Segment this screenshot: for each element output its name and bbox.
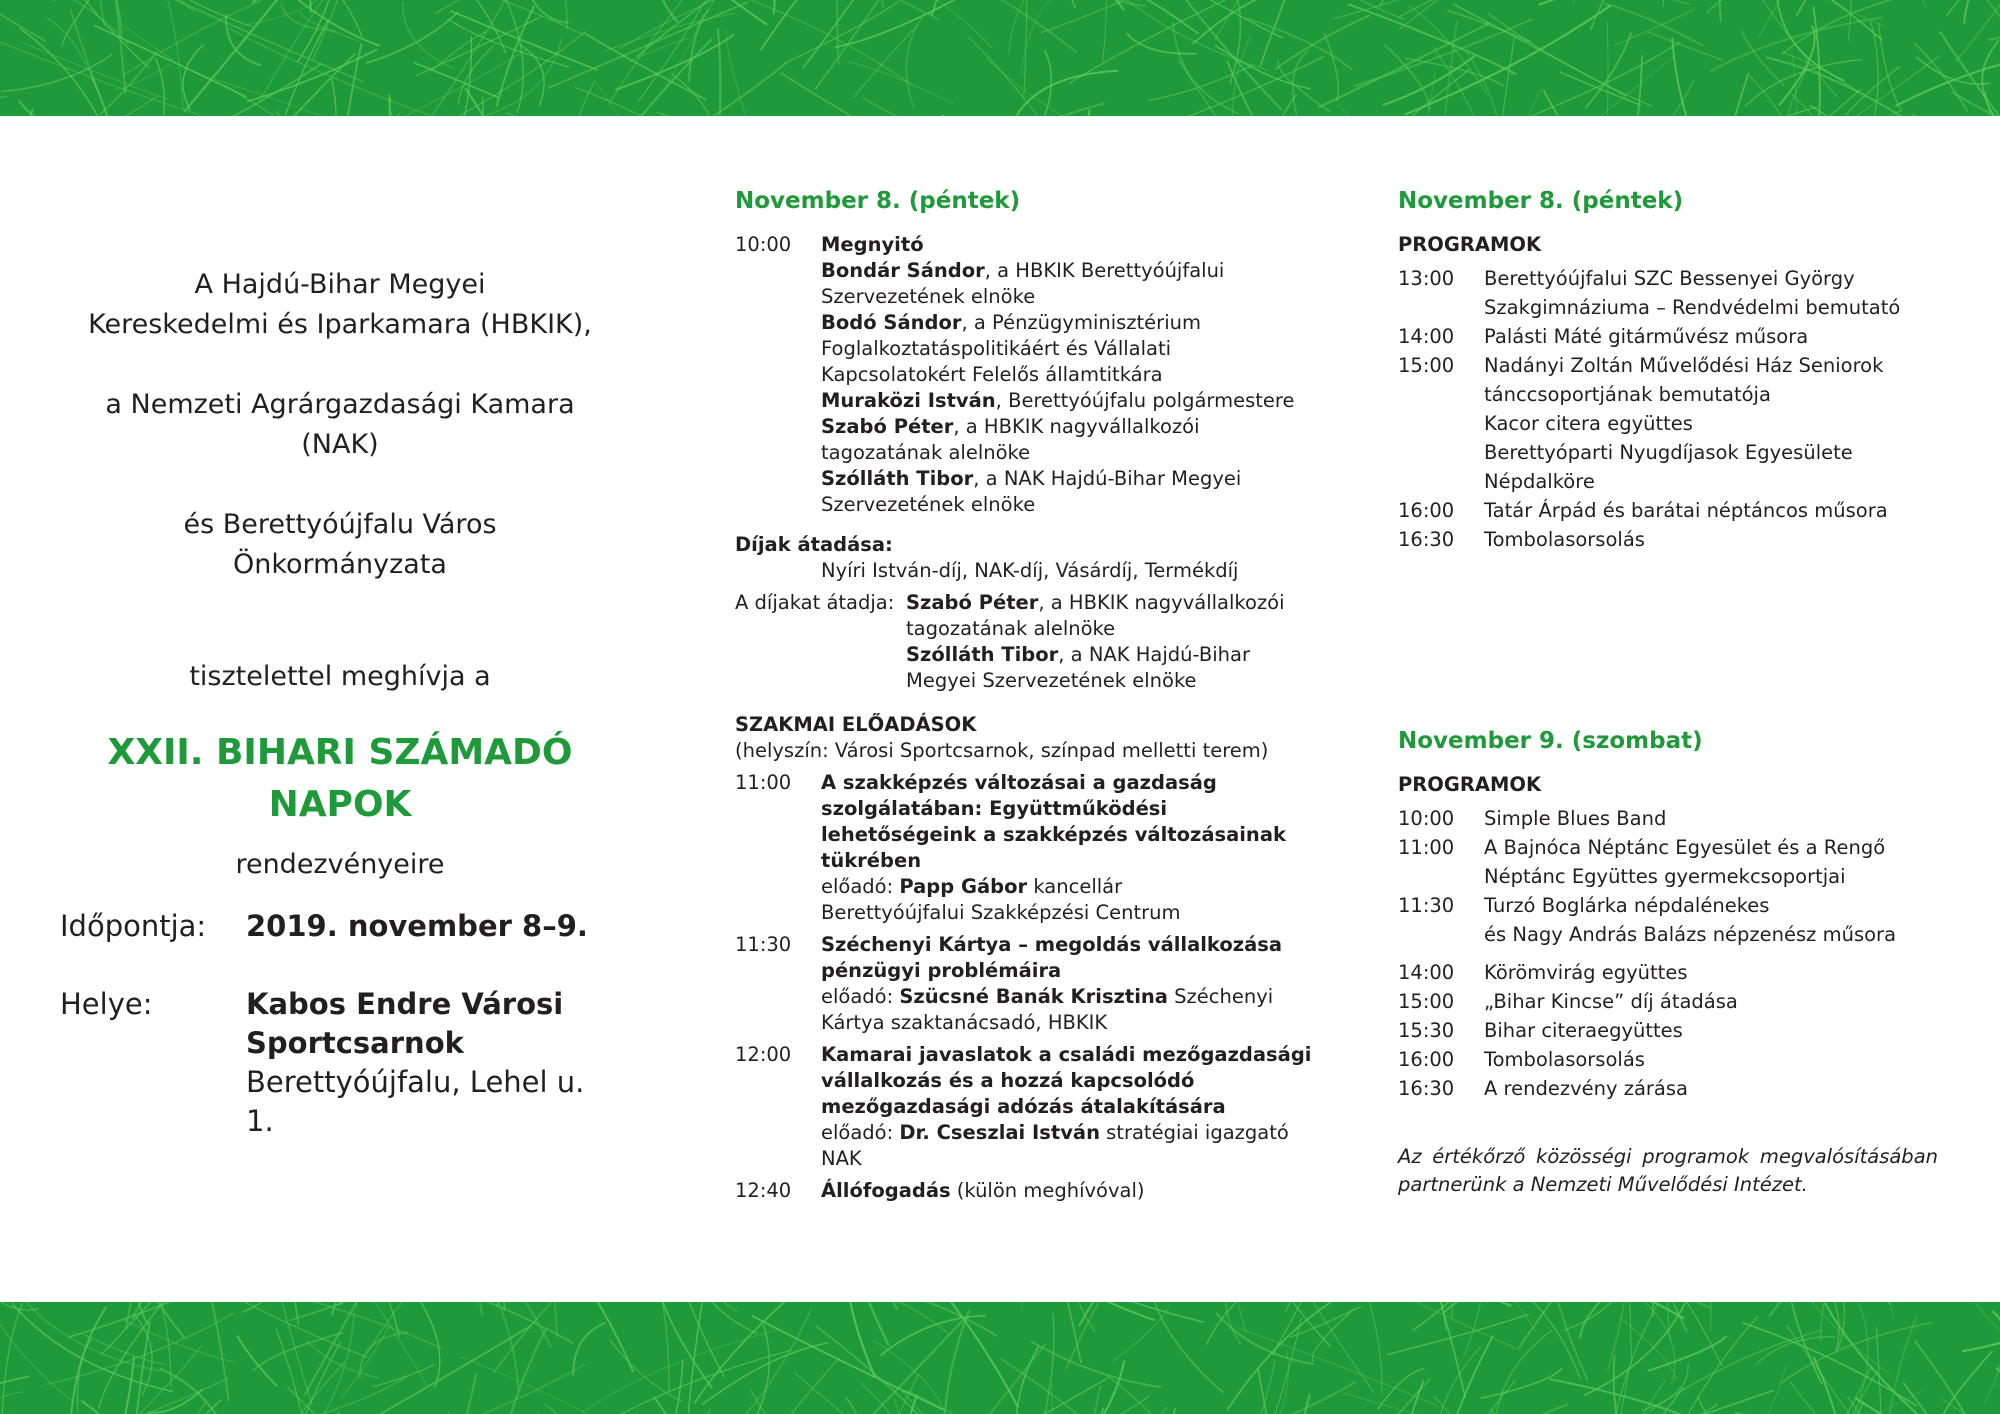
grass-blade [242,1302,297,1312]
grass-blade [1584,1302,1686,1395]
grass-blade [1629,1302,1631,1363]
grass-blade [618,1302,738,1312]
grass-blade [987,58,1141,116]
talk-presenter: előadó: Szücsné Banák Krisztina Széchenyi [821,985,1274,1008]
grass-blade [90,1356,134,1414]
grass-blade [819,1374,918,1414]
grass-blade [501,1328,546,1414]
grass-blade [1532,1302,1588,1380]
grass-blade [1742,1323,1916,1406]
grass-blade [1657,1316,1759,1414]
grass-blade [189,1302,228,1401]
grass-blade [102,1302,229,1354]
day2-section [1398,728,1938,1199]
grass-blade [1608,1302,1625,1371]
grass-blade [1604,4,1703,46]
event-title: XXII. BIHARI SZÁMADÓ NAPOK [107,732,573,825]
grass-blade [0,1384,107,1414]
day2-heading: November 9. (szombat) [1398,728,1703,754]
grass-blade [1436,1346,1481,1414]
grass-blade [654,1397,690,1414]
grass-blade [122,0,263,76]
grass-blade [1324,33,1338,102]
grass-blade [225,86,368,116]
grass-blade [1602,1302,1687,1332]
grass-blade [573,80,596,116]
grass-blade [1573,0,1651,4]
program-item: 16:30 Tombolasorsolás [1398,528,1645,551]
grass-blade [1848,1302,1868,1414]
grass-blade [1293,51,1308,116]
program-item: 16:00 Tombolasorsolás [1398,1048,1645,1071]
opening-speakers: Bondár Sándor, a HBKIK Berettyóújfalui Szervezetének elnöke Bodó Sándor, a Pénzügyminisztérium Foglalkoztatáspolitikáért és Vállalati Kapcsolatokért Felelős államtitkára Muraközi István, Berettyóújfalu polgármestere Szabó Péter, a HBKIK nagyvállalkozói tagozatának alelnöke Szólláth Tibor, a NAK Hajdú-Bihar Megyei Szervezetének elnöke [821,258,1335,518]
bottom-decorative-band [0,1302,2000,1414]
awards-section: Díjak átadása: Nyíri István-díj, NAK-díj, Vásárdíj, Termékdíj A díjakat átadja: Szabó Péter, a HBKIK nagyvállalkozói tagozatának alelnöke Szólláth Tibor, a NAK Hajdú-Bihar Megyei Szervezetének elnöke [735,532,1335,694]
grass-blade [1009,0,1069,54]
day1-programs-list [1398,264,1938,554]
grass-blade [0,1302,71,1400]
grass-blade [1003,1302,1203,1322]
grass-blade [429,1373,476,1414]
grass-blade [760,1358,839,1414]
place-row [60,985,620,1141]
grass-blade [1941,1398,2000,1414]
grass-blade [1015,71,1118,116]
grass-blade [261,20,328,116]
talk-presenter: előadó: Dr. Cseszlai István stratégiai igazgató [821,1121,1289,1144]
grass-blade [847,62,954,104]
grass-blade [325,1326,531,1414]
program-item: 15:00 Nadányi Zoltán Művelődési Ház Seniorok tánccsoportjának bemutatója Kacor citera együttes Berettyóparti Nyugdíjasok Egyesülete Népdalköre [1398,354,1884,493]
grass-blade [872,1302,998,1336]
program-item: 15:30 Bihar citeraegyüttes [1398,1019,1683,1042]
grass-blade [837,0,839,64]
reception-row: 12:40 Állófogadás (külön meghívóval) [735,1179,1145,1202]
grass-blade [165,0,184,109]
grass-blade [412,1302,440,1387]
grass-blade [1668,1302,1688,1341]
grass-blade [72,1378,229,1414]
grass-blade [863,98,984,116]
talk-row: 12:00 Kamarai javaslatok a családi mezőgazdasági vállalkozás és a hozzá kapcsolódó mezőgazdasági adózás átalakítására előadó: Dr. Cseszlai István stratégiai igazgató NAK [735,1042,1335,1172]
grass-blade [1795,89,1861,116]
invites-text: tisztelettel meghívja a [189,661,491,692]
grass-blade [0,1382,99,1414]
talk-row: 11:30 Széchenyi Kártya – megoldás vállalkozása pénzügyi problémáira előadó: Szücsné Banák Krisztina Széchenyi Kártya szaktanácsadó, HBKIK [735,932,1335,1036]
grass-blade [1021,1302,1072,1312]
grass-blade [1489,1302,1536,1333]
grass-blade [1312,1308,1355,1361]
grass-blade [609,1339,682,1401]
grass-blade [1756,1337,1836,1365]
talks-list [735,770,1335,1172]
grass-blade [1215,0,1311,40]
grass-blade [544,1404,608,1414]
grass-blade [143,58,164,116]
org-hbkik: A Hajdú-Bihar Megyei Kereskedelmi és Iparkamara (HBKIK), [88,269,592,340]
grass-blade [300,11,359,41]
grass-blade [1405,5,1611,114]
program-item: 14:00 Körömvirág együttes [1398,961,1688,984]
grass-blade [1413,1302,1545,1331]
grass-blade [671,74,718,116]
grass-blade [1884,1317,1917,1414]
programs-column [1398,188,1938,1196]
grass-blade [992,1302,1155,1320]
grass-blade [1383,56,1475,105]
grass-blade [1070,1361,1125,1414]
grass-blade [276,111,309,116]
grass-blade [695,1302,830,1403]
grass-blade [1697,1397,1839,1414]
grass-blade [75,1403,205,1414]
grass-blade [244,0,320,25]
grass-blade [1333,0,1476,19]
grass-blade [451,11,598,70]
grass-blade [1897,0,1926,7]
speaker: Szólláth Tibor, a NAK Hajdú-Bihar Megyei [821,467,1242,490]
grass-blade [253,1302,442,1349]
grass-blade [914,1344,1045,1414]
grass-blade [1700,107,1818,116]
grass-blade [1608,1304,1657,1414]
grass-blade [1563,1302,1640,1331]
grass-blade [1154,1302,1223,1393]
grass-blade [1612,1388,1684,1414]
invitation-column [60,265,620,1141]
grass-blade [890,0,1076,52]
program-item: 11:00 A Bajnóca Néptánc Egyesület és a Rengő Néptánc Együttes gyermekcsoportjai [1398,836,1886,888]
talks-section: SZAKMAI ELŐADÁSOK (helyszín: Városi Sportcsarnok, színpad melletti terem) 11:00 A szakképzés változásai a gazdaság szolgálatában: Együttműködési lehetőségeink a szakképzés változásainak tükrében előadó: Papp Gábor kancellár Berettyóújfalui Szakképzési Centrum 11:30 Széchenyi Kártya – megoldás vállalkozása pénzügyi problémáira előadó: Szücsné Banák Krisztina Széchenyi Kártya szaktanácsadó, HBKIK 12:00 Kamarai javaslatok a családi mezőgazdasági vállalkozás és a hozzá kapcsolódó mezőgazdasági adózás átalakítására előadó: Dr. Cseszlai István stratégiai igazgató NAK 12:40 Állófogadás (külön meghívóval) [735,712,1335,1204]
grass-blade [1351,1302,1520,1350]
grass-blade [1142,0,1282,110]
grass-blade [781,73,872,116]
grass-blade [1260,0,1337,66]
grass-blade [1550,1379,1728,1414]
grass-blade [1421,70,1436,116]
grass-blade [1275,15,1370,69]
grass-blade [1387,1314,1529,1354]
grass-blade [19,100,99,116]
grass-blade [1560,72,1641,106]
grass-blade [1605,21,1608,116]
grass-blade [988,0,1075,8]
grass-blade [432,0,507,116]
grass-blade [838,1320,964,1414]
grass-blade [1069,0,1257,84]
day1-programs-heading: November 8. (péntek) [1398,188,1684,214]
awards-presenters: A díjakat átadja: Szabó Péter, a HBKIK nagyvállalkozói tagozatának alelnöke Szólláth Tibor, a NAK Hajdú-Bihar Megyei Szervezetének elnöke [735,591,1285,692]
grass-blade [70,1307,106,1414]
day2-subheading: PROGRAMOK [1398,773,1542,796]
grass-pattern-top [0,0,2000,116]
grass-blade [499,1302,633,1372]
opening-row: 10:00 Megnyitó Bondár Sándor, a HBKIK Berettyóújfalui Szervezetének elnöke Bodó Sándor, a Pénzügyminisztérium Foglalkoztatáspolitikáért és Vállalati Kapcsolatokért Felelős államtitkára Muraközi István, Berettyóújfalu polgármestere Szabó Péter, a HBKIK nagyvállalkozói tagozatának alelnöke Szólláth Tibor, a NAK Hajdú-Bihar Megyei Szervezetének elnöke [735,232,1335,518]
grass-blade [341,1324,391,1399]
grass-blade [360,1332,408,1378]
talk-presenter: előadó: Papp Gábor kancellár [821,875,1123,898]
speaker: Bodó Sándor, a Pénzügyminisztérium [821,311,1201,334]
date-label: Időpontja: [60,909,207,943]
grass-blade [749,0,941,20]
grass-blade [824,1302,897,1310]
grass-blade [0,74,7,98]
grass-blade [1270,0,1405,19]
grass-blade [750,1390,858,1414]
grass-blade [585,33,706,99]
grass-blade [845,1302,875,1377]
grass-blade [1107,1375,1217,1414]
grass-blade [1766,57,1916,116]
grass-blade [752,1324,769,1414]
grass-blade [803,0,923,68]
grass-blade [1615,9,1695,45]
grass-blade [1913,114,2000,116]
grass-blade [1481,1368,1562,1398]
grass-blade [1232,35,1250,116]
grass-blade [1378,1369,1425,1410]
grass-blade [1247,18,1352,70]
grass-blade [264,1302,299,1325]
program-item: 13:00 Berettyóújfalui SZC Bessenyei György Szakgimnáziuma – Rendvédelmi bemutató [1398,267,1901,319]
grass-blade [1384,44,1429,110]
top-decorative-band [0,0,2000,116]
grass-blade [703,63,786,116]
day1-program-column [735,188,1335,1204]
grass-blade [906,14,924,108]
grass-blade [1781,1323,1933,1384]
grass-blade [1226,1302,1241,1344]
grass-blade [1645,0,1663,7]
speaker: Bondár Sándor, a HBKIK Berettyóújfalui [821,259,1225,282]
grass-blade [752,1316,944,1410]
program-item: 16:30 A rendezvény zárása [1398,1077,1688,1100]
grass-blade [84,1334,166,1364]
grass-blade [153,1302,367,1357]
grass-blade [0,0,46,41]
grass-blade [213,54,355,116]
grass-blade [1127,33,1197,53]
grass-blade [1492,36,1514,116]
grass-blade [1518,42,1681,116]
org-nak: a Nemzeti Agrárgazdasági Kamara (NAK) [105,389,575,460]
talk-row: 11:00 A szakképzés változásai a gazdaság szolgálatában: Együttműködési lehetőségeink a szakképzés változásainak tükrében előadó: Papp Gábor kancellár Berettyóújfalui Szakképzési Centrum [735,770,1335,926]
grass-blade [653,1302,712,1388]
grass-blade [794,1373,898,1414]
grass-blade [0,0,22,9]
place-value: Kabos Endre Városi Sportcsarnok Berettyóújfalu, Lehel u. 1. [246,987,585,1138]
day1-programs-subheading: PROGRAMOK [1398,233,1542,256]
grass-blade [657,112,873,116]
grass-blade [704,29,720,116]
grass-blade [77,1338,92,1412]
grass-blade [673,1409,710,1414]
grass-blade [1984,1321,2000,1404]
grass-blade [846,1397,866,1414]
speaker: Muraközi István, Berettyóújfalu polgármestere [821,389,1295,412]
grass-blade [1996,1302,2000,1339]
org-municipality: és Berettyóújfalu Város Önkormányzata [183,509,497,580]
grass-blade [1278,61,1330,112]
program-item: 11:30 Turzó Boglárka népdalénekes és Nagy András Balázs népzenész műsora [1398,894,1897,946]
program-item: 10:00 Simple Blues Band [1398,807,1667,830]
date-row [60,907,620,946]
grass-blade [1855,1398,1934,1414]
grass-blade [1695,73,1748,116]
grass-blade [401,31,585,116]
grass-blade [1309,1379,1430,1414]
place-label: Helye: [60,987,153,1021]
grass-blade [1855,1302,1894,1319]
grass-blade [1915,1341,1965,1414]
day1-heading: November 8. (péntek) [735,188,1021,214]
program-item: 14:00 Palásti Máté gitárművész műsora [1398,325,1809,348]
grass-blade [1679,1365,1786,1414]
grass-blade [943,1310,970,1414]
grass-blade [1443,1302,1548,1314]
grass-blade [656,1302,725,1377]
grass-blade [1337,104,1407,116]
grass-blade [1361,1302,1511,1306]
day2-programs-list-b [1398,958,1938,1103]
grass-blade [1434,1396,1586,1414]
grass-blade [1433,1335,1493,1414]
day2-programs-list-a [1398,804,1938,949]
grass-blade [458,46,493,105]
speaker: Szabó Péter, a HBKIK nagyvállalkozói [821,415,1200,438]
grass-blade [919,103,1105,116]
grass-blade [1052,1383,1079,1414]
grass-blade [1254,95,1296,116]
date-value: 2019. november 8–9. [246,909,588,943]
grass-blade [1103,1407,1168,1414]
grass-blade [459,1357,619,1414]
grass-blade [2,1303,22,1414]
grass-blade [1491,1410,1589,1414]
grass-blade [1178,59,1286,116]
grass-blade [1782,0,1962,54]
grass-blade [62,0,94,47]
grass-blade [1113,1306,1170,1361]
grass-blade [237,1336,276,1386]
grass-blade [23,43,168,99]
grass-blade [318,79,336,116]
grass-blade [506,113,632,116]
grass-pattern-bottom [0,1302,2000,1414]
grass-blade [551,0,567,29]
grass-blade [290,1302,443,1320]
grass-blade [338,1302,471,1305]
grass-blade [1397,0,1593,18]
grass-blade [1782,1302,1822,1384]
grass-blade [307,1311,355,1414]
grass-blade [276,1329,323,1414]
grass-blade [1216,1313,1314,1364]
grass-blade [1559,81,1693,116]
grass-blade [266,1362,345,1414]
grass-blade [1510,87,1543,116]
program-item: 16:00 Tatár Árpád és barátai néptáncos műsora [1398,499,1888,522]
program-item: 15:00 „Bihar Kincse” díj átadása [1398,990,1738,1013]
grass-blade [1264,1302,1374,1393]
grass-blade [1089,0,1106,65]
events-word: rendezvényeire [235,849,445,880]
grass-blade [1009,1314,1054,1414]
grass-blade [448,1411,545,1414]
grass-blade [110,0,194,11]
partner-note: Az értékőrző közösségi programok megvalósításában partnerünk a Nemzeti Művelődési Intézet. [1398,1145,1938,1196]
grass-blade [1707,0,1812,13]
